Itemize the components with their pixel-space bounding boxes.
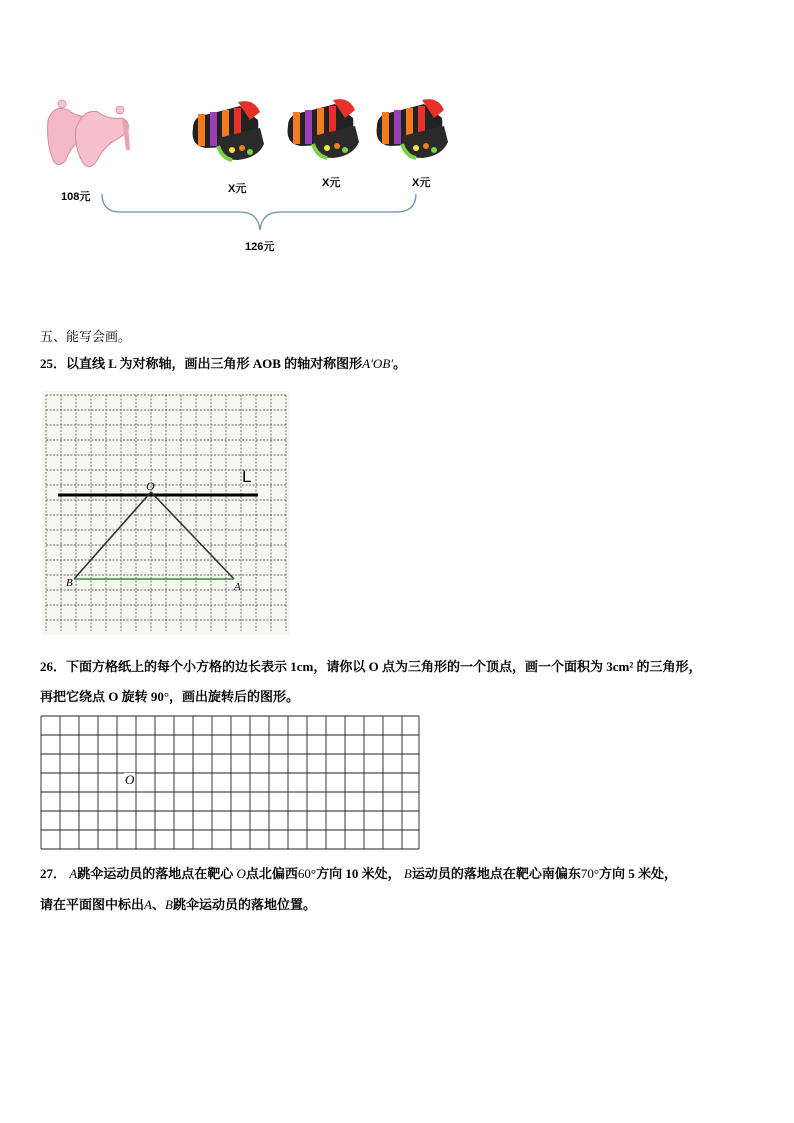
- q26-line1: [40, 656, 701, 675]
- q27-line2-B: B: [164, 897, 173, 912]
- q25-label-b: B: [66, 577, 73, 589]
- q26-number: 26．: [40, 659, 67, 674]
- q26-line2: 再把它绕点 O 旋转 90°，画出旋转后的图形。: [40, 689, 300, 704]
- q27-line2-A: A: [144, 897, 152, 912]
- sock-illustration-3: [372, 96, 457, 161]
- q26-body1: 下面方格纸上的每个小方格的边长表示 1cm，请你以 O 点为三角形的一个顶点，画一个面积为 3cm² 的三角形，: [66, 659, 702, 674]
- q27-line2-sep: 、: [151, 897, 165, 912]
- sock-price-label-1: X元: [228, 183, 247, 195]
- sock-price-label-2: X元: [322, 177, 341, 189]
- sock-illustration-1: [188, 98, 273, 163]
- q27-a: A: [69, 866, 78, 881]
- q27-part5: 方向 5 米处，: [599, 866, 678, 881]
- q25-label-l: L: [242, 467, 252, 486]
- q27-line2-b: 跳伞运动员的落地位置。: [172, 897, 316, 912]
- q25-number: 25．: [40, 356, 67, 371]
- q25-grid-figure: [42, 391, 290, 635]
- q27-part4: 运动员的落地点在靶心南偏东: [411, 866, 581, 881]
- q27-line2: [40, 894, 316, 913]
- sock-illustration-2: [283, 96, 368, 161]
- q27-line2-a: 请在平面图中标出: [40, 897, 145, 912]
- q27-angle2: 70°: [580, 866, 600, 881]
- q25-end: 。: [393, 356, 407, 371]
- q26-label-o: O: [125, 772, 135, 787]
- q27-part1: 跳伞运动员的落地点在靶心: [77, 866, 234, 881]
- section-title: 五、能写会画。: [40, 329, 132, 344]
- q25-text: [40, 353, 406, 372]
- q25-body: 以直线 L 为对称轴，画出三角形 AOB 的轴对称图形: [66, 356, 363, 371]
- q27-o: O: [236, 866, 246, 881]
- sock-price-label-3: X元: [412, 177, 431, 189]
- q27-line1: [40, 863, 677, 882]
- shoes-illustration: [40, 90, 135, 170]
- total-brace: [100, 192, 420, 232]
- q27-b: B: [403, 866, 412, 881]
- q26-grid: [40, 715, 420, 850]
- q25-label-a: A: [234, 581, 241, 593]
- q27-part3: 方向 10 米处，: [316, 866, 401, 881]
- q27-number: 27．: [40, 866, 67, 881]
- q25-math: A′OB′: [362, 356, 394, 371]
- total-price-label: 126元: [245, 241, 275, 253]
- q27-part2: 点北偏西: [245, 866, 298, 881]
- shoe-price-label: 108元: [61, 191, 91, 203]
- q27-angle1: 60°: [297, 866, 317, 881]
- q25-label-o: O: [146, 479, 155, 493]
